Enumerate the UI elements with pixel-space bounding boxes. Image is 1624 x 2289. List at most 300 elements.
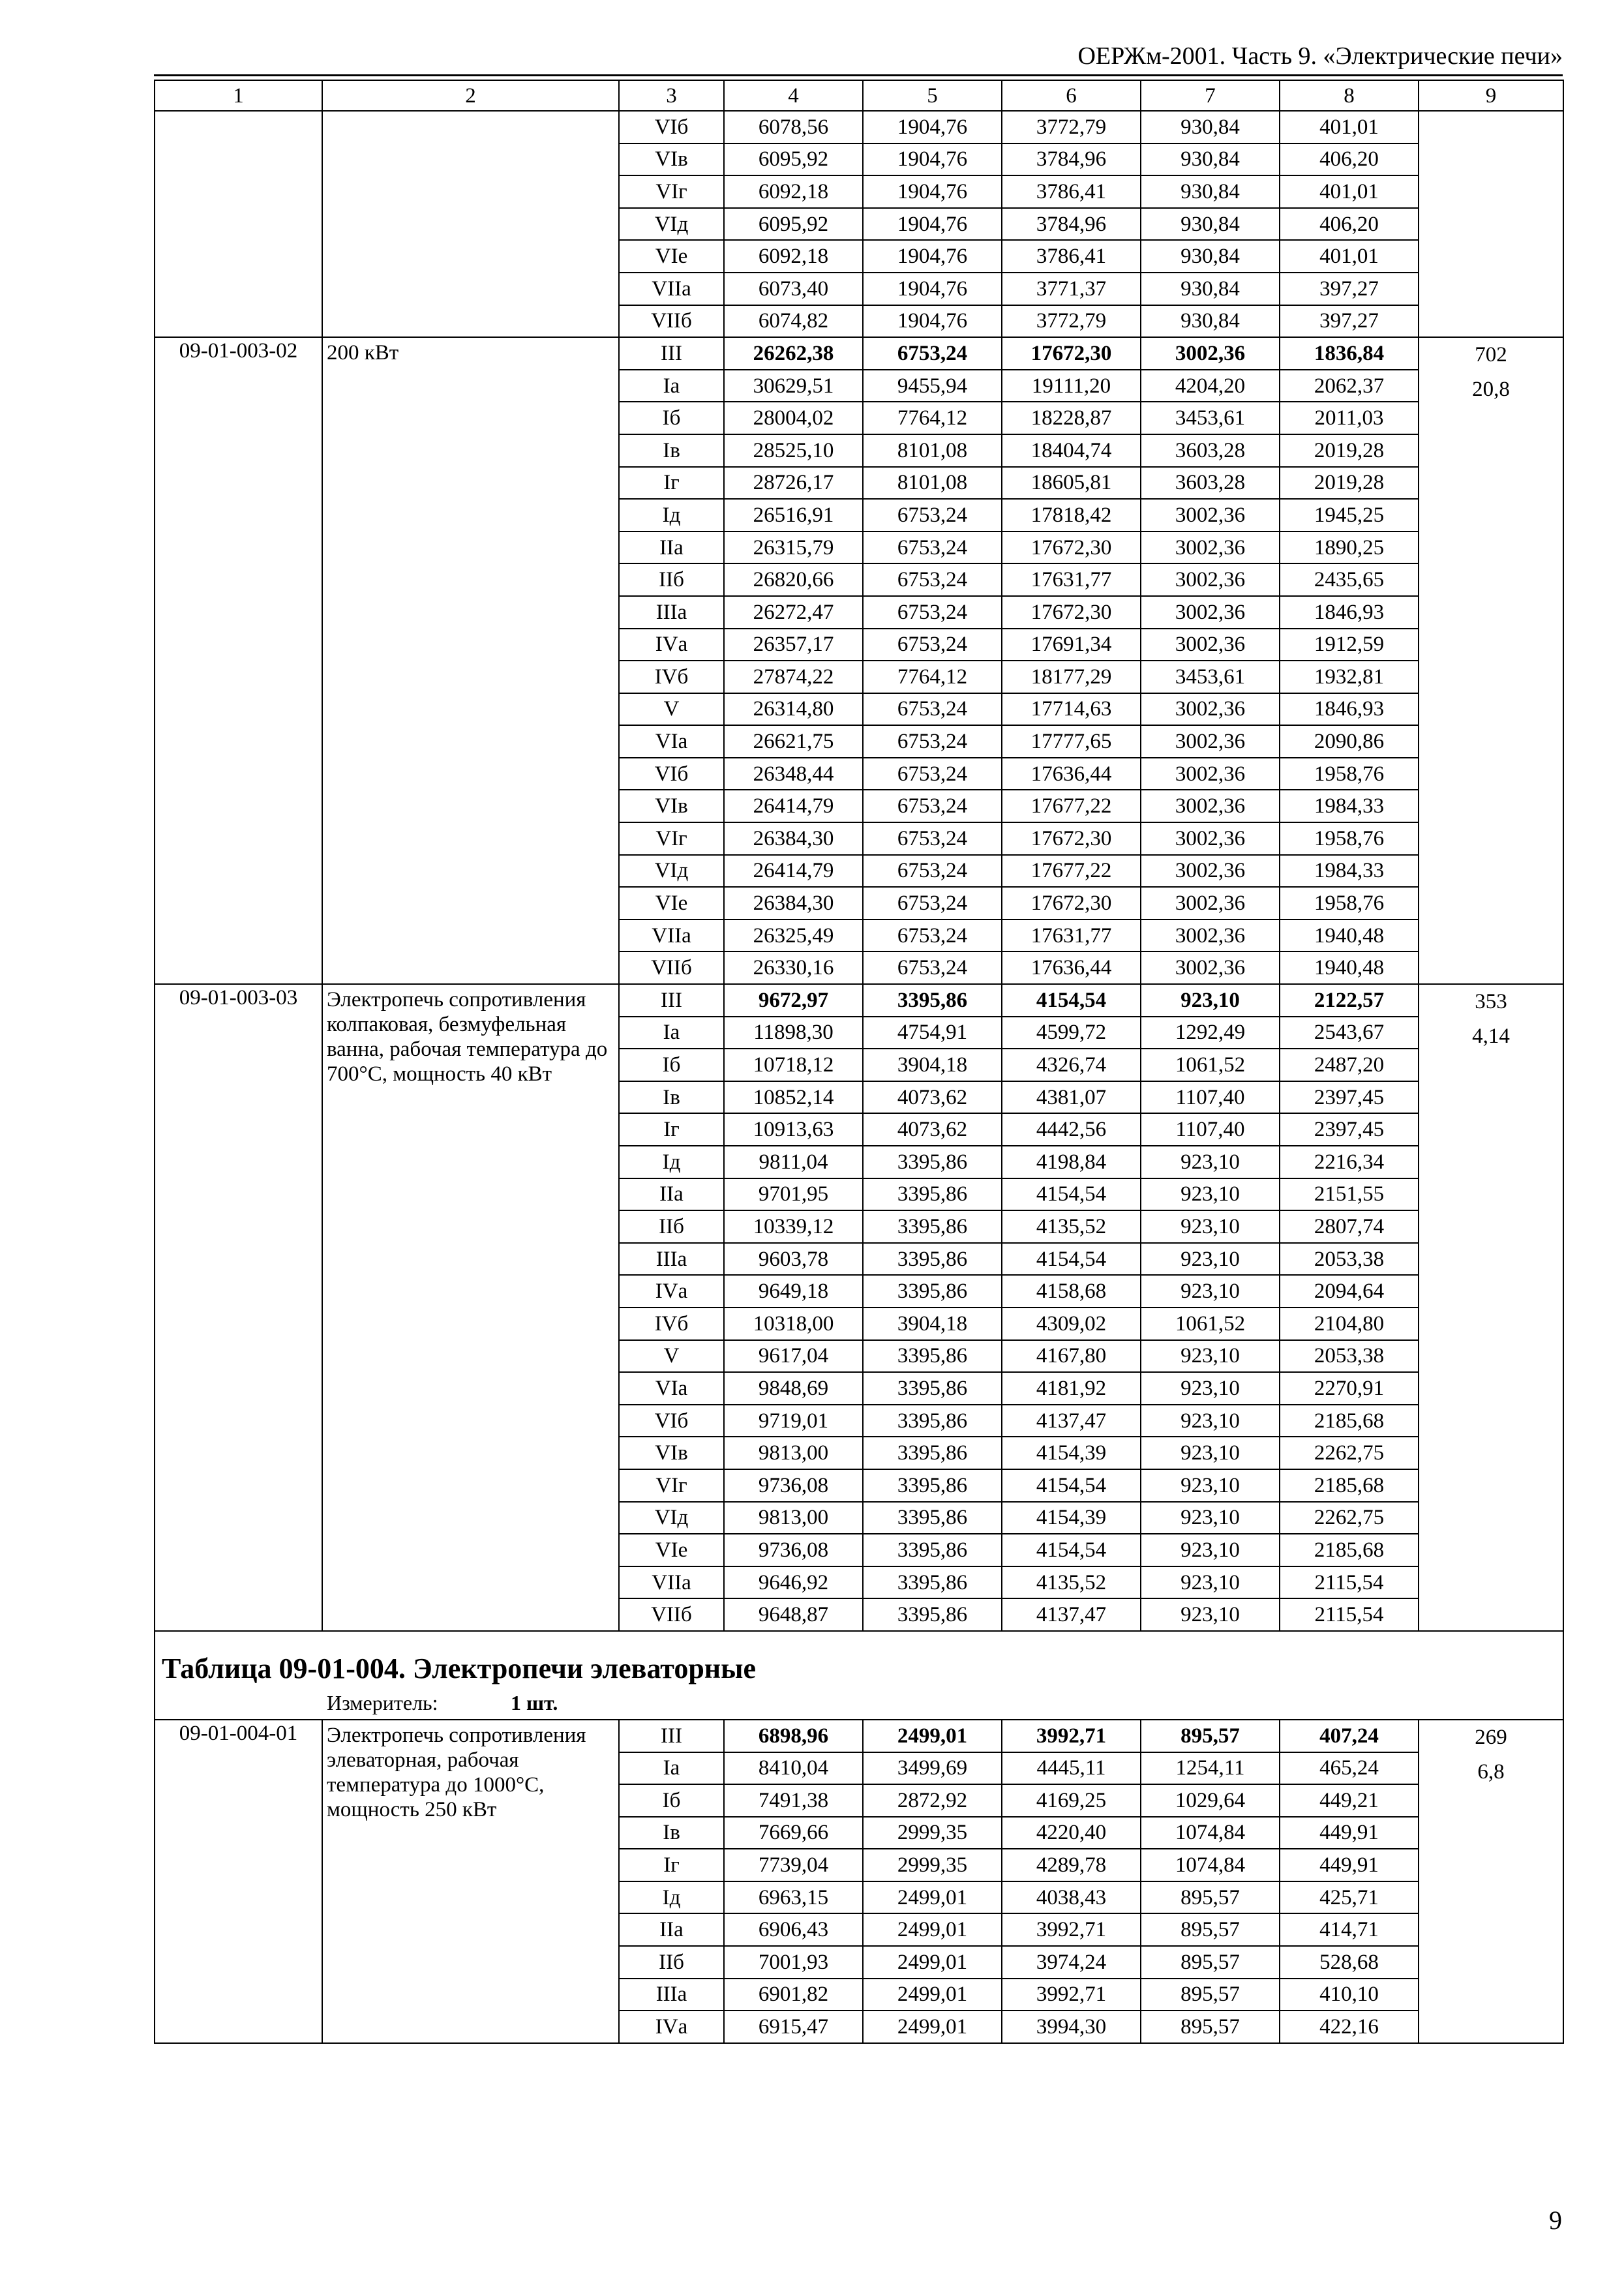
price-value: 1958,76 — [1280, 887, 1419, 920]
zone-code: VIIа — [619, 273, 724, 305]
price-value: 4135,52 — [1002, 1566, 1141, 1599]
price-value: 6753,24 — [863, 790, 1002, 822]
price-value: 26325,49 — [724, 920, 863, 952]
price-value: 895,57 — [1141, 2011, 1280, 2043]
measure-label: Измеритель: — [327, 1691, 438, 1715]
price-value: 2011,03 — [1280, 402, 1419, 434]
zone-code: VIIб — [619, 305, 724, 338]
price-value: 3395,86 — [863, 1340, 1002, 1373]
column-number: 3 — [619, 80, 724, 111]
price-value: 17672,30 — [1002, 822, 1141, 855]
price-value: 8101,08 — [863, 434, 1002, 467]
price-value: 2807,74 — [1280, 1210, 1419, 1243]
price-value: 6753,24 — [863, 563, 1002, 596]
price-value: 1061,52 — [1141, 1308, 1280, 1340]
price-value: 3395,86 — [863, 1598, 1002, 1631]
price-value: 3784,96 — [1002, 208, 1141, 241]
price-value: 6753,24 — [863, 951, 1002, 984]
price-value: 4442,56 — [1002, 1113, 1141, 1146]
price-value: 18605,81 — [1002, 467, 1141, 500]
price-value: 1107,40 — [1141, 1113, 1280, 1146]
price-value: 930,84 — [1141, 240, 1280, 273]
zone-code: IIа — [619, 1913, 724, 1946]
price-value: 6753,24 — [863, 822, 1002, 855]
price-value: 3992,71 — [1002, 1913, 1141, 1946]
price-value: 10339,12 — [724, 1210, 863, 1243]
resource-cell — [1419, 111, 1563, 337]
resource-cell — [1419, 337, 1563, 984]
price-value: 26357,17 — [724, 629, 863, 661]
zone-code: III — [619, 984, 724, 1017]
zone-code: VIг — [619, 1469, 724, 1502]
price-value: 3002,36 — [1141, 629, 1280, 661]
column-number: 5 — [863, 80, 1002, 111]
zone-code: Iа — [619, 370, 724, 402]
resource-value: 353 — [1475, 990, 1507, 1014]
zone-code: Iб — [619, 1784, 724, 1817]
zone-code: III — [619, 337, 724, 370]
price-value: 28004,02 — [724, 402, 863, 434]
price-value: 1107,40 — [1141, 1081, 1280, 1114]
price-value: 422,16 — [1280, 2011, 1419, 2043]
price-value: 3395,86 — [863, 1502, 1002, 1534]
price-value: 28525,10 — [724, 434, 863, 467]
rate-code — [155, 111, 322, 337]
price-value: 923,10 — [1141, 984, 1280, 1017]
zone-code: VIд — [619, 1502, 724, 1534]
price-value: 4167,80 — [1002, 1340, 1141, 1373]
rate-description — [322, 111, 619, 337]
price-value: 1984,33 — [1280, 790, 1419, 822]
price-value: 2397,45 — [1280, 1081, 1419, 1114]
price-value: 3395,86 — [863, 1437, 1002, 1469]
price-value: 3784,96 — [1002, 143, 1141, 176]
price-value: 930,84 — [1141, 143, 1280, 176]
price-value: 923,10 — [1141, 1469, 1280, 1502]
zone-code: IIа — [619, 1178, 724, 1211]
price-value: 17636,44 — [1002, 758, 1141, 790]
price-value: 1292,49 — [1141, 1017, 1280, 1049]
rate-code: 09-01-004-01 — [155, 1720, 322, 2043]
zone-code: VIе — [619, 1534, 724, 1566]
rate-description: Электропечь сопротивления колпаковая, безмуфельная ванна, рабочая температура до 700°С, мощность 40 кВт — [322, 984, 619, 1631]
price-value: 923,10 — [1141, 1437, 1280, 1469]
price-value: 17677,22 — [1002, 790, 1141, 822]
price-value: 923,10 — [1141, 1275, 1280, 1308]
zone-code: VIг — [619, 175, 724, 208]
zone-code: IVб — [619, 661, 724, 693]
zone-code: VIб — [619, 1405, 724, 1437]
price-value: 3002,36 — [1141, 499, 1280, 531]
price-value: 6753,24 — [863, 499, 1002, 531]
price-value: 6753,24 — [863, 596, 1002, 629]
price-value: 1904,76 — [863, 240, 1002, 273]
price-value: 3772,79 — [1002, 305, 1141, 338]
zone-code: VIIб — [619, 1598, 724, 1631]
price-value: 2185,68 — [1280, 1534, 1419, 1566]
price-value: 3002,36 — [1141, 758, 1280, 790]
price-value: 2499,01 — [863, 1720, 1002, 1752]
price-value: 3453,61 — [1141, 661, 1280, 693]
price-value: 2185,68 — [1280, 1469, 1419, 1502]
price-value: 923,10 — [1141, 1598, 1280, 1631]
zone-code: III — [619, 1720, 724, 1752]
price-value: 27874,22 — [724, 661, 863, 693]
column-number: 1 — [155, 80, 322, 111]
resource-value: 269 — [1475, 1725, 1507, 1749]
price-value: 7764,12 — [863, 661, 1002, 693]
price-value: 4154,54 — [1002, 1178, 1141, 1211]
price-value: 17818,42 — [1002, 499, 1141, 531]
resource-value: 702 — [1475, 343, 1507, 367]
price-value: 1904,76 — [863, 208, 1002, 241]
resource-value: 20,8 — [1472, 378, 1510, 402]
price-value: 6092,18 — [724, 240, 863, 273]
price-value: 18404,74 — [1002, 434, 1141, 467]
price-value: 3499,69 — [863, 1752, 1002, 1785]
price-value: 449,91 — [1280, 1849, 1419, 1881]
price-value: 4073,62 — [863, 1081, 1002, 1114]
zone-code: IIIа — [619, 1243, 724, 1276]
price-value: 3002,36 — [1141, 337, 1280, 370]
zone-code: VIа — [619, 1372, 724, 1405]
price-value: 9813,00 — [724, 1437, 863, 1469]
price-value: 26348,44 — [724, 758, 863, 790]
resource-cell — [1419, 984, 1563, 1631]
price-value: 2999,35 — [863, 1849, 1002, 1881]
price-value: 449,21 — [1280, 1784, 1419, 1817]
zone-code: VIд — [619, 855, 724, 888]
price-value: 4154,39 — [1002, 1502, 1141, 1534]
price-value: 6915,47 — [724, 2011, 863, 2043]
price-value: 2104,80 — [1280, 1308, 1419, 1340]
price-value: 528,68 — [1280, 1946, 1419, 1979]
price-value: 1254,11 — [1141, 1752, 1280, 1785]
price-value: 930,84 — [1141, 273, 1280, 305]
zone-code: VIг — [619, 822, 724, 855]
zone-code: IVа — [619, 1275, 724, 1308]
price-value: 4154,54 — [1002, 984, 1141, 1017]
price-value: 10913,63 — [724, 1113, 863, 1146]
price-value: 6095,92 — [724, 143, 863, 176]
price-value: 4220,40 — [1002, 1817, 1141, 1849]
price-value: 18228,87 — [1002, 402, 1141, 434]
price-value: 4073,62 — [863, 1113, 1002, 1146]
price-value: 1074,84 — [1141, 1849, 1280, 1881]
price-value: 923,10 — [1141, 1243, 1280, 1276]
price-value: 4158,68 — [1002, 1275, 1141, 1308]
price-value: 3395,86 — [863, 1469, 1002, 1502]
price-value: 1074,84 — [1141, 1817, 1280, 1849]
price-value: 3786,41 — [1002, 240, 1141, 273]
price-value: 4181,92 — [1002, 1372, 1141, 1405]
price-value: 4169,25 — [1002, 1784, 1141, 1817]
price-value: 11898,30 — [724, 1017, 863, 1049]
price-value: 895,57 — [1141, 1913, 1280, 1946]
price-value: 3992,71 — [1002, 1979, 1141, 2011]
price-value: 3002,36 — [1141, 725, 1280, 758]
zone-code: VIд — [619, 208, 724, 241]
price-value: 1940,48 — [1280, 951, 1419, 984]
column-number: 2 — [322, 80, 619, 111]
price-value: 8410,04 — [724, 1752, 863, 1785]
header-rule — [154, 74, 1563, 76]
price-value: 17672,30 — [1002, 887, 1141, 920]
price-value: 4289,78 — [1002, 1849, 1141, 1881]
price-value: 6753,24 — [863, 855, 1002, 888]
price-value: 2053,38 — [1280, 1243, 1419, 1276]
price-value: 2216,34 — [1280, 1146, 1419, 1178]
column-number: 8 — [1280, 80, 1419, 111]
page-number: 9 — [1549, 2206, 1562, 2235]
price-value: 401,01 — [1280, 240, 1419, 273]
price-value: 2151,55 — [1280, 1178, 1419, 1211]
measure-row — [155, 1687, 1563, 1720]
section-title-row — [155, 1631, 1563, 1687]
price-value: 6074,82 — [724, 305, 863, 338]
price-value: 3395,86 — [863, 1146, 1002, 1178]
price-value: 3395,86 — [863, 1275, 1002, 1308]
price-table — [154, 80, 1564, 2044]
price-value: 923,10 — [1141, 1502, 1280, 1534]
price-value: 4135,52 — [1002, 1210, 1141, 1243]
price-value: 9736,08 — [724, 1469, 863, 1502]
price-value: 9719,01 — [724, 1405, 863, 1437]
zone-code: Iб — [619, 402, 724, 434]
price-value: 17636,44 — [1002, 951, 1141, 984]
price-value: 26516,91 — [724, 499, 863, 531]
price-value: 2185,68 — [1280, 1405, 1419, 1437]
zone-code: VIв — [619, 1437, 724, 1469]
table-row — [155, 337, 1563, 370]
price-value: 19111,20 — [1002, 370, 1141, 402]
price-value: 1958,76 — [1280, 822, 1419, 855]
price-value: 397,27 — [1280, 273, 1419, 305]
price-value: 26272,47 — [724, 596, 863, 629]
measure-cell — [155, 1687, 1563, 1720]
table-row — [155, 984, 1563, 1017]
price-value: 930,84 — [1141, 208, 1280, 241]
price-value: 2499,01 — [863, 2011, 1002, 2043]
price-value: 9617,04 — [724, 1340, 863, 1373]
price-value: 3002,36 — [1141, 693, 1280, 726]
price-value: 10718,12 — [724, 1049, 863, 1081]
zone-code: VIв — [619, 143, 724, 176]
price-value: 17777,65 — [1002, 725, 1141, 758]
price-value: 397,27 — [1280, 305, 1419, 338]
price-value: 930,84 — [1141, 175, 1280, 208]
zone-code: IIб — [619, 563, 724, 596]
price-value: 2019,28 — [1280, 467, 1419, 500]
zone-code: VIIа — [619, 1566, 724, 1599]
price-value: 1836,84 — [1280, 337, 1419, 370]
price-value: 6753,24 — [863, 531, 1002, 564]
zone-code: Iб — [619, 1049, 724, 1081]
price-value: 923,10 — [1141, 1372, 1280, 1405]
price-value: 401,01 — [1280, 175, 1419, 208]
price-value: 2062,37 — [1280, 370, 1419, 402]
price-value: 923,10 — [1141, 1340, 1280, 1373]
price-value: 4137,47 — [1002, 1598, 1141, 1631]
price-value: 6898,96 — [724, 1720, 863, 1752]
price-value: 2262,75 — [1280, 1437, 1419, 1469]
price-value: 26384,30 — [724, 822, 863, 855]
price-value: 9646,92 — [724, 1566, 863, 1599]
price-value: 3786,41 — [1002, 175, 1141, 208]
price-table-body — [155, 80, 1563, 2043]
price-value: 3771,37 — [1002, 273, 1141, 305]
price-value: 2094,64 — [1280, 1275, 1419, 1308]
price-value: 2122,57 — [1280, 984, 1419, 1017]
price-value: 9813,00 — [724, 1502, 863, 1534]
price-value: 6073,40 — [724, 273, 863, 305]
price-value: 6753,24 — [863, 725, 1002, 758]
price-value: 3994,30 — [1002, 2011, 1141, 2043]
section-title: Таблица 09-01-004. Электропечи элеваторные — [155, 1631, 1563, 1687]
zone-code: VIа — [619, 725, 724, 758]
zone-code: IVа — [619, 2011, 724, 2043]
table-row — [155, 1720, 1563, 1752]
price-value: 4599,72 — [1002, 1017, 1141, 1049]
zone-code: Iа — [619, 1017, 724, 1049]
price-value: 4204,20 — [1141, 370, 1280, 402]
zone-code: Iг — [619, 1849, 724, 1881]
price-value: 4754,91 — [863, 1017, 1002, 1049]
price-value: 406,20 — [1280, 208, 1419, 241]
zone-code: Iд — [619, 499, 724, 531]
column-number-row — [155, 80, 1563, 111]
price-value: 26314,80 — [724, 693, 863, 726]
price-value: 4381,07 — [1002, 1081, 1141, 1114]
price-value: 3002,36 — [1141, 887, 1280, 920]
zone-code: VIб — [619, 758, 724, 790]
running-header: ОЕРЖм-2001. Часть 9. «Электрические печи» — [1077, 42, 1563, 70]
price-value: 3395,86 — [863, 1534, 1002, 1566]
price-value: 3002,36 — [1141, 596, 1280, 629]
price-value: 923,10 — [1141, 1146, 1280, 1178]
price-value: 6753,24 — [863, 920, 1002, 952]
price-value: 895,57 — [1141, 1881, 1280, 1914]
price-value: 1940,48 — [1280, 920, 1419, 952]
price-value: 2115,54 — [1280, 1566, 1419, 1599]
zone-code: VIIб — [619, 951, 724, 984]
zone-code: Iд — [619, 1881, 724, 1914]
price-value: 930,84 — [1141, 305, 1280, 338]
price-value: 923,10 — [1141, 1405, 1280, 1437]
zone-code: VIе — [619, 887, 724, 920]
price-value: 414,71 — [1280, 1913, 1419, 1946]
price-value: 9736,08 — [724, 1534, 863, 1566]
price-value: 2872,92 — [863, 1784, 1002, 1817]
price-value: 2115,54 — [1280, 1598, 1419, 1631]
price-value: 2270,91 — [1280, 1372, 1419, 1405]
price-value: 17631,77 — [1002, 563, 1141, 596]
price-value: 895,57 — [1141, 1979, 1280, 2011]
price-value: 3002,36 — [1141, 563, 1280, 596]
price-value: 923,10 — [1141, 1210, 1280, 1243]
price-value: 6901,82 — [724, 1979, 863, 2011]
price-value: 3002,36 — [1141, 531, 1280, 564]
price-value: 407,24 — [1280, 1720, 1419, 1752]
price-value: 1061,52 — [1141, 1049, 1280, 1081]
resource-value: 6,8 — [1477, 1759, 1505, 1784]
price-value: 18177,29 — [1002, 661, 1141, 693]
price-value: 9455,94 — [863, 370, 1002, 402]
price-value: 2487,20 — [1280, 1049, 1419, 1081]
price-value: 4038,43 — [1002, 1881, 1141, 1914]
price-value: 26384,30 — [724, 887, 863, 920]
price-value: 410,10 — [1280, 1979, 1419, 2011]
price-value: 9672,97 — [724, 984, 863, 1017]
zone-code: IIIа — [619, 1979, 724, 2011]
price-value: 6753,24 — [863, 758, 1002, 790]
price-value: 26414,79 — [724, 790, 863, 822]
price-value: 3395,86 — [863, 1566, 1002, 1599]
price-value: 6753,24 — [863, 887, 1002, 920]
price-value: 465,24 — [1280, 1752, 1419, 1785]
price-value: 4154,54 — [1002, 1469, 1141, 1502]
price-value: 1846,93 — [1280, 596, 1419, 629]
rate-description: Электропечь сопротивления элеваторная, рабочая температура до 1000°С, мощность 250 кВт — [322, 1720, 619, 2043]
resource-cell — [1419, 1720, 1563, 2043]
price-value: 895,57 — [1141, 1720, 1280, 1752]
price-value: 7669,66 — [724, 1817, 863, 1849]
price-value: 6753,24 — [863, 337, 1002, 370]
price-value: 3002,36 — [1141, 822, 1280, 855]
price-value: 2019,28 — [1280, 434, 1419, 467]
price-value: 6963,15 — [724, 1881, 863, 1914]
price-value: 2090,86 — [1280, 725, 1419, 758]
price-value: 8101,08 — [863, 467, 1002, 500]
price-value: 28726,17 — [724, 467, 863, 500]
price-value: 3002,36 — [1141, 855, 1280, 888]
price-value: 3395,86 — [863, 1210, 1002, 1243]
price-value: 3002,36 — [1141, 920, 1280, 952]
price-value: 4154,54 — [1002, 1243, 1141, 1276]
zone-code: VIб — [619, 111, 724, 143]
price-value: 1904,76 — [863, 305, 1002, 338]
price-value: 26330,16 — [724, 951, 863, 984]
price-value: 6753,24 — [863, 693, 1002, 726]
price-value: 449,91 — [1280, 1817, 1419, 1849]
zone-code: Iв — [619, 1817, 724, 1849]
price-value: 7764,12 — [863, 402, 1002, 434]
price-value: 2435,65 — [1280, 563, 1419, 596]
price-value: 923,10 — [1141, 1178, 1280, 1211]
price-value: 2499,01 — [863, 1946, 1002, 1979]
column-number: 9 — [1419, 80, 1563, 111]
price-value: 26621,75 — [724, 725, 863, 758]
price-value: 4154,54 — [1002, 1534, 1141, 1566]
price-value: 425,71 — [1280, 1881, 1419, 1914]
price-value: 406,20 — [1280, 143, 1419, 176]
price-value: 1904,76 — [863, 175, 1002, 208]
price-value: 3904,18 — [863, 1308, 1002, 1340]
price-value: 2053,38 — [1280, 1340, 1419, 1373]
price-value: 26820,66 — [724, 563, 863, 596]
price-value: 1904,76 — [863, 111, 1002, 143]
price-value: 17677,22 — [1002, 855, 1141, 888]
zone-code: Iд — [619, 1146, 724, 1178]
price-value: 4309,02 — [1002, 1308, 1141, 1340]
price-value: 4137,47 — [1002, 1405, 1141, 1437]
price-value: 17672,30 — [1002, 531, 1141, 564]
price-value: 1912,59 — [1280, 629, 1419, 661]
price-value: 26315,79 — [724, 531, 863, 564]
price-value: 3395,86 — [863, 1243, 1002, 1276]
price-value: 6906,43 — [724, 1913, 863, 1946]
price-value: 7491,38 — [724, 1784, 863, 1817]
